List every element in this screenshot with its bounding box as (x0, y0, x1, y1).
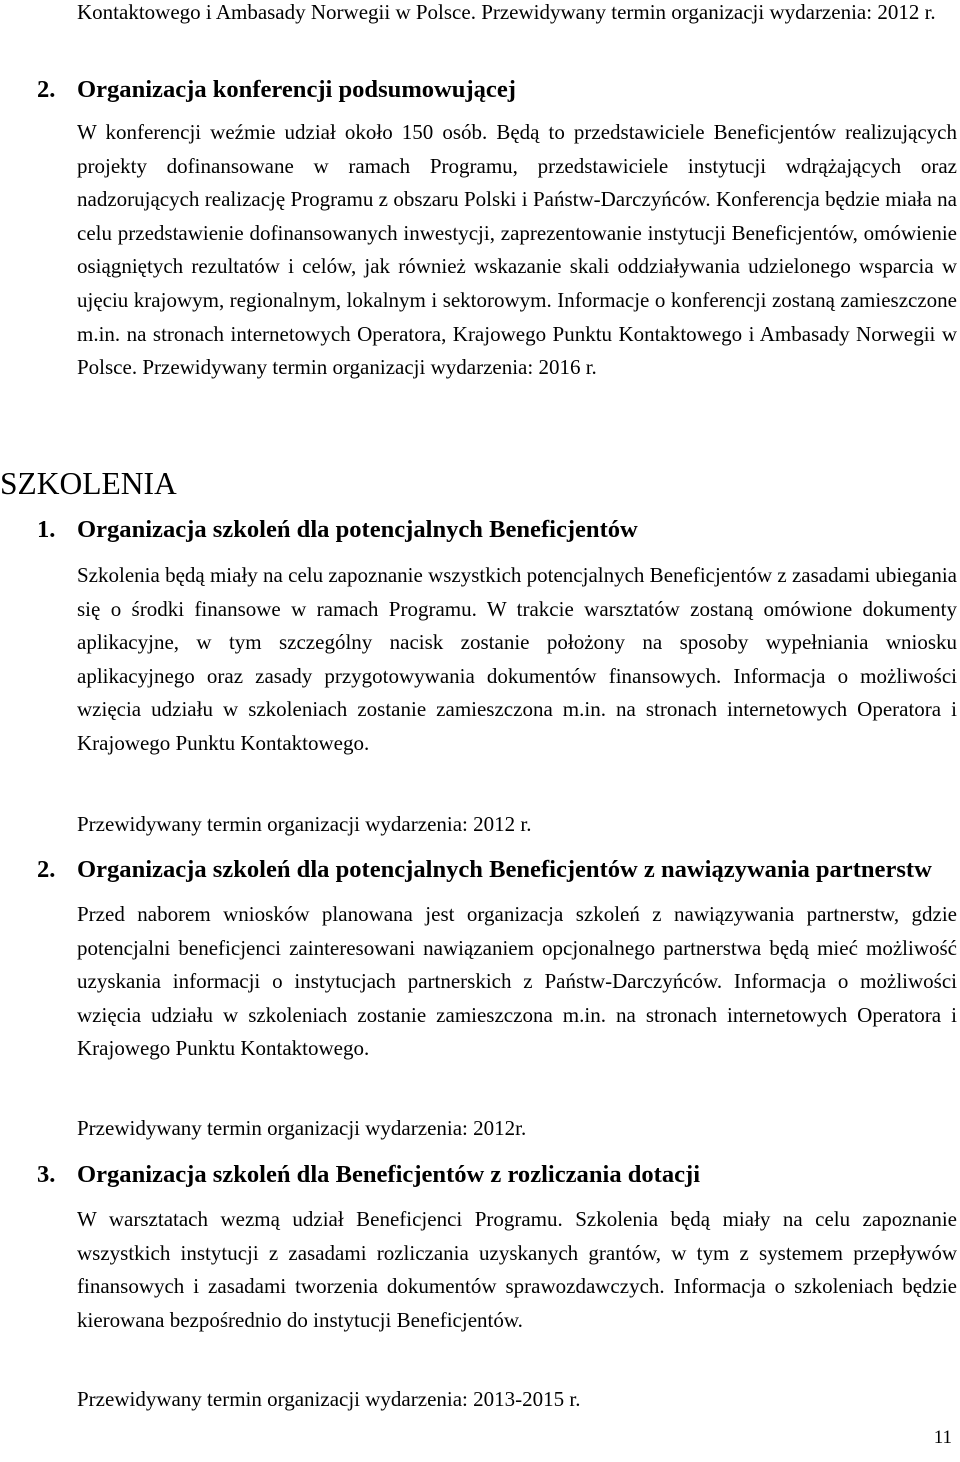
conference-paragraph: W konferencji weźmie udział około 150 osób. Będą to przedstawiciele Beneficjentów realizujących projekty dofinansowane w ramach Programu, przedstawiciele instytucji wdrążających oraz nadzorujących realizację Programu z obszaru Polski i Państw-Darczyńców. Konferencja będzie miała na celu przedstawienie dofinansowanych inwestycji, zaprezentowanie instytucji Beneficjentów, omówienie osiągniętych rezultatów i celów, jak również wskazanie skali oddziaływania udzielonego wsparcia w ujęciu krajowym, regionalnym, lokalnym i sektorowym. Informacje o konferencji zostaną zamieszczone m.in. na stronach internetowych Operatora, Krajowego Punktu Kontaktowego i Ambasady Norwegii w Polsce. Przewidywany termin organizacji wydarzenia: 2016 r. (77, 120, 957, 380)
training-1-number: 1. (37, 516, 56, 543)
training-2-term: Przewidywany termin organizacji wydarzenia: 2012r. (77, 1116, 527, 1140)
training-1-term: Przewidywany termin organizacji wydarzenia: 2012 r. (77, 812, 532, 836)
training-3-title: Organizacja szkoleń dla Beneficjentów z rozliczania dotacji (77, 1161, 701, 1188)
training-3-number: 3. (37, 1161, 56, 1188)
training-3-term: Przewidywany termin organizacji wydarzenia: 2013-2015 r. (77, 1387, 581, 1411)
training-2-heading (37, 853, 957, 887)
training-3-heading (37, 1158, 957, 1192)
training-1-title: Organizacja szkoleń dla potencjalnych Beneficjentów (77, 516, 638, 543)
conference-heading-title: Organizacja konferencji podsumowującej (77, 76, 516, 103)
training-1-paragraph: Szkolenia będą miały na celu zapoznanie wszystkich potencjalnych Beneficjentów z zasadami ubiegania się o środki finansowe w ramach Programu. W trakcie warsztatów zostaną omówione dokumenty aplikacyjne, w tym szczególny nacisk zostanie położony na sposoby wypełniania wniosku aplikacyjnego oraz zasady przygotowywania dokumentów finansowych. Informacja o możliwości wzięcia udziału w szkoleniach zostanie zamieszczona m.in. na stronach internetowych Operatora i Krajowego Punktu Kontaktowego. (77, 563, 957, 755)
carryover-paragraph: Kontaktowego i Ambasady Norwegii w Polsce. Przewidywany termin organizacji wydarzenia: 2012 r. (77, 0, 936, 24)
page-number: 11 (933, 1427, 952, 1448)
section-title-szkolenia: SZKOLENIA (0, 466, 177, 501)
conference-heading (37, 73, 957, 107)
training-2-title: Organizacja szkoleń dla potencjalnych Beneficjentów z nawiązywania partnerstw (77, 856, 932, 883)
training-1-heading (37, 513, 957, 547)
training-2-number: 2. (37, 856, 56, 883)
conference-heading-number: 2. (37, 76, 56, 103)
training-2-paragraph: Przed naborem wniosków planowana jest organizacja szkoleń z nawiązywania partnerstw, gdzie potencjalni beneficjenci zainteresowani nawiązaniem opcjonalnego partnerstwa będą mieć możliwość uzyskania informacji o instytucjach partnerskich z Państw-Darczyńców. Informacja o możliwości wzięcia udziału w szkoleniach zostanie zamieszczona m.in. na stronach internetowych Operatora i Krajowego Punktu Kontaktowego. (77, 902, 957, 1061)
training-3-paragraph: W warsztatach wezmą udział Beneficjenci Programu. Szkolenia będą miały na celu zapoznanie wszystkich instytucji z zasadami rozliczania uzyskanych grantów, w tym z systemem przepływów finansowych i zasadami tworzenia dokumentów sprawozdawczych. Informacja o szkoleniach będzie kierowana bezpośrednio do instytucji Beneficjentów. (77, 1207, 957, 1332)
